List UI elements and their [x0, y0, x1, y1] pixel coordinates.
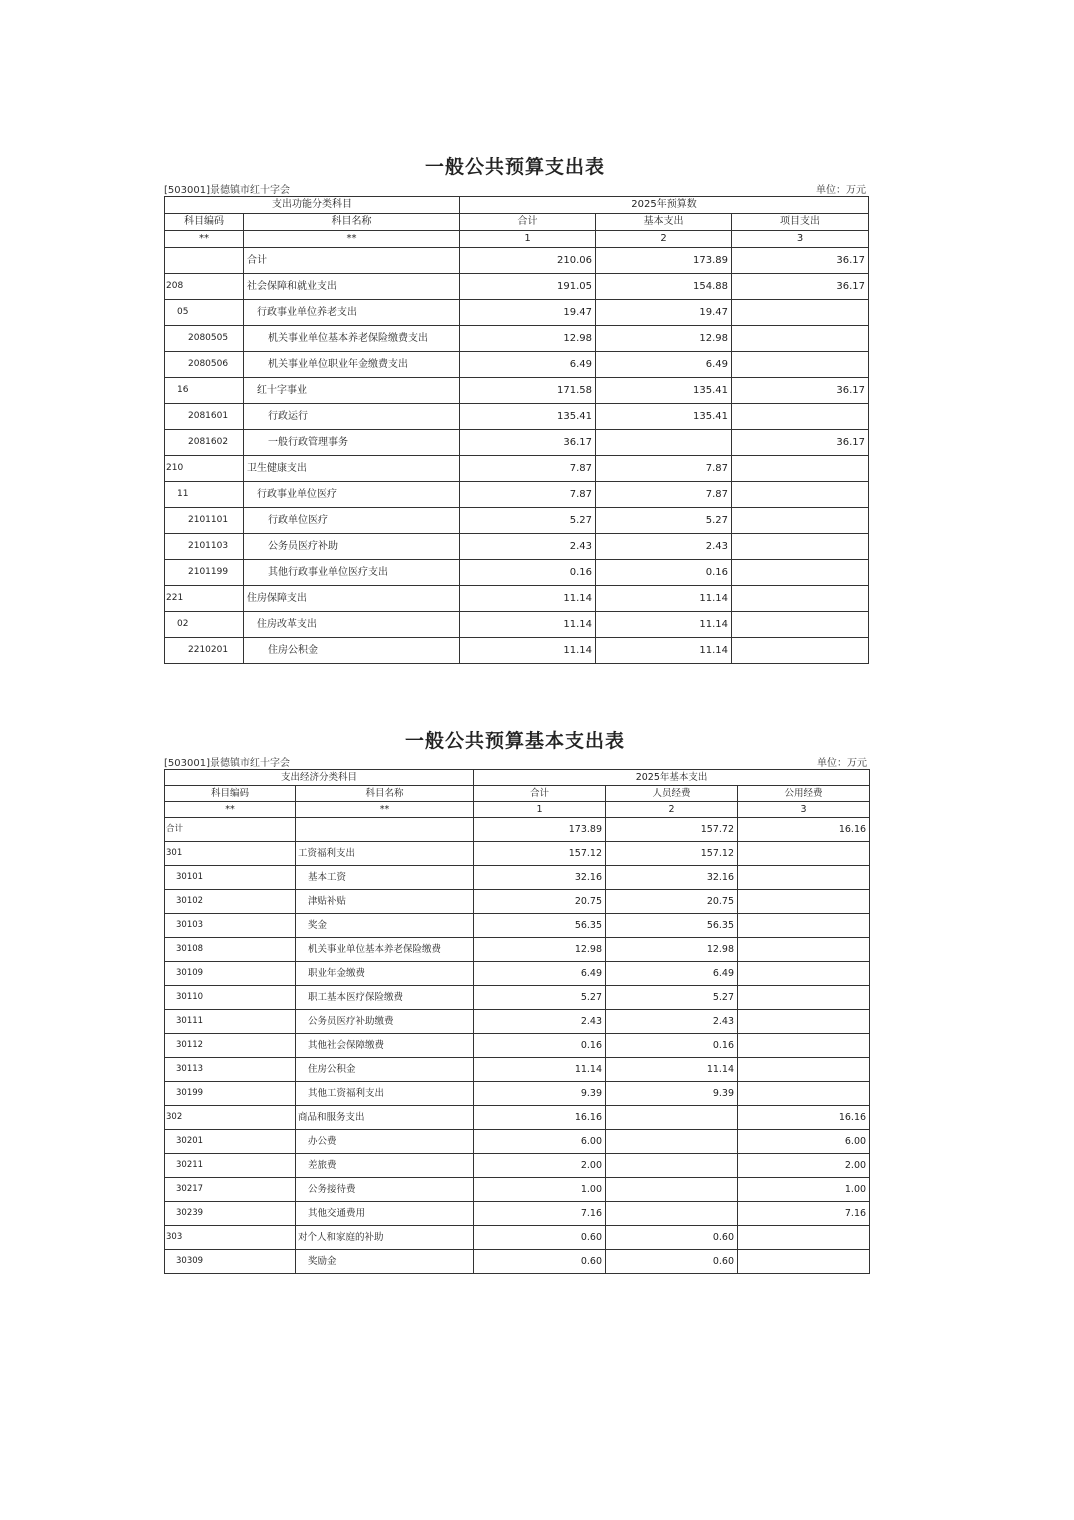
- cell-public: [738, 1034, 870, 1058]
- cell-project: [732, 404, 869, 430]
- cell-name: 红十字事业: [244, 378, 460, 404]
- cell-code: 30239: [165, 1202, 296, 1226]
- cell-personnel: 20.75: [606, 890, 738, 914]
- cell-name: 住房公积金: [296, 1058, 474, 1082]
- index-cell: 1: [474, 802, 606, 818]
- cell-code: 2101103: [165, 534, 244, 560]
- cell-project: [732, 638, 869, 664]
- cell-total: 135.41: [460, 404, 596, 430]
- cell-total: 12.98: [474, 938, 606, 962]
- cell-code: 2081601: [165, 404, 244, 430]
- cell-project: 36.17: [732, 430, 869, 456]
- cell-code: 16: [165, 378, 244, 404]
- cell-project: [732, 586, 869, 612]
- table-row: [165, 456, 869, 482]
- cell-total: 157.12: [474, 842, 606, 866]
- table-row: [165, 1106, 870, 1130]
- table-row: [165, 938, 870, 962]
- col-header-personnel: 人员经费: [606, 786, 738, 802]
- cell-project: [732, 326, 869, 352]
- cell-name: 机关事业单位基本养老保险缴费支出: [244, 326, 460, 352]
- cell-total: 32.16: [474, 866, 606, 890]
- cell-name: 办公费: [296, 1130, 474, 1154]
- cell-personnel: 2.43: [606, 1010, 738, 1034]
- index-cell: 3: [738, 802, 870, 818]
- cell-code: 30201: [165, 1130, 296, 1154]
- cell-total: 171.58: [460, 378, 596, 404]
- cell-total: 7.16: [474, 1202, 606, 1226]
- cell-basic: 12.98: [596, 326, 732, 352]
- cell-code: 2080505: [165, 326, 244, 352]
- table-row: [165, 818, 870, 842]
- table-row: [165, 986, 870, 1010]
- cell-name: 津贴补贴: [296, 890, 474, 914]
- cell-code: 05: [165, 300, 244, 326]
- table-row: [165, 1178, 870, 1202]
- table2-org: [503001]景德镇市红十字会: [164, 758, 290, 769]
- table-row: [165, 962, 870, 986]
- cell-name: 卫生健康支出: [244, 456, 460, 482]
- cell-personnel: 11.14: [606, 1058, 738, 1082]
- cell-name: 其他社会保障缴费: [296, 1034, 474, 1058]
- cell-personnel: 56.35: [606, 914, 738, 938]
- cell-total: 191.05: [460, 274, 596, 300]
- table-row: [165, 482, 869, 508]
- table2-unit: 单位：万元: [817, 758, 867, 769]
- cell-basic: 7.87: [596, 456, 732, 482]
- cell-name: 差旅费: [296, 1154, 474, 1178]
- table-row: [165, 612, 869, 638]
- group-header-right: 2025年基本支出: [474, 770, 870, 786]
- cell-name: 其他行政事业单位医疗支出: [244, 560, 460, 586]
- cell-public: 1.00: [738, 1178, 870, 1202]
- cell-personnel: 0.16: [606, 1034, 738, 1058]
- cell-total: 2.43: [460, 534, 596, 560]
- cell-project: 36.17: [732, 274, 869, 300]
- cell-public: [738, 842, 870, 866]
- table-row: [165, 1250, 870, 1274]
- cell-public: [738, 1250, 870, 1274]
- cell-name: 基本工资: [296, 866, 474, 890]
- cell-personnel: [606, 1130, 738, 1154]
- group-header-left: 支出经济分类科目: [165, 770, 474, 786]
- cell-name: 奖励金: [296, 1250, 474, 1274]
- cell-total: 2.43: [474, 1010, 606, 1034]
- cell-code: 303: [165, 1226, 296, 1250]
- cell-basic: 5.27: [596, 508, 732, 534]
- cell-total: 7.87: [460, 456, 596, 482]
- table-row: [165, 1202, 870, 1226]
- table-row: [165, 1082, 870, 1106]
- cell-name: 公务员医疗补助缴费: [296, 1010, 474, 1034]
- cell-project: 36.17: [732, 378, 869, 404]
- table-row: [165, 274, 869, 300]
- cell-name: 住房保障支出: [244, 586, 460, 612]
- cell-name: 职工基本医疗保险缴费: [296, 986, 474, 1010]
- cell-basic: 154.88: [596, 274, 732, 300]
- cell-total: 0.60: [474, 1226, 606, 1250]
- index-cell: 3: [732, 231, 869, 248]
- cell-code: 30110: [165, 986, 296, 1010]
- cell-name: 奖金: [296, 914, 474, 938]
- col-header-project: 项目支出: [732, 214, 869, 231]
- cell-name: 对个人和家庭的补助: [296, 1226, 474, 1250]
- cell-basic: 173.89: [596, 248, 732, 274]
- cell-total: 9.39: [474, 1082, 606, 1106]
- cell-total: 0.16: [460, 560, 596, 586]
- table-row: [165, 404, 869, 430]
- cell-code: 30101: [165, 866, 296, 890]
- cell-code: 11: [165, 482, 244, 508]
- cell-code: 30112: [165, 1034, 296, 1058]
- cell-project: [732, 612, 869, 638]
- cell-public: 6.00: [738, 1130, 870, 1154]
- col-header-total: 合计: [474, 786, 606, 802]
- table-row: [165, 508, 869, 534]
- cell-code: 30102: [165, 890, 296, 914]
- cell-name: 职业年金缴费: [296, 962, 474, 986]
- cell-basic: 135.41: [596, 378, 732, 404]
- col-header-basic: 基本支出: [596, 214, 732, 231]
- cell-code: 301: [165, 842, 296, 866]
- cell-public: [738, 938, 870, 962]
- cell-total: 0.60: [474, 1250, 606, 1274]
- cell-total: 11.14: [460, 612, 596, 638]
- cell-personnel: 0.60: [606, 1250, 738, 1274]
- table-row: [165, 1034, 870, 1058]
- cell-total: 6.00: [474, 1130, 606, 1154]
- cell-project: [732, 352, 869, 378]
- cell-personnel: [606, 1202, 738, 1226]
- cell-basic: 11.14: [596, 612, 732, 638]
- cell-personnel: 9.39: [606, 1082, 738, 1106]
- table-row: [165, 842, 870, 866]
- cell-code: 2101199: [165, 560, 244, 586]
- cell-name: 行政事业单位养老支出: [244, 300, 460, 326]
- cell-public: 2.00: [738, 1154, 870, 1178]
- cell-name: 住房改革支出: [244, 612, 460, 638]
- group-header-left: 支出功能分类科目: [165, 197, 460, 214]
- cell-public: 7.16: [738, 1202, 870, 1226]
- cell-name: [296, 818, 474, 842]
- index-cell: **: [165, 802, 296, 818]
- index-cell: 2: [596, 231, 732, 248]
- cell-personnel: 12.98: [606, 938, 738, 962]
- table1-title: 一般公共预算支出表: [424, 156, 605, 178]
- cell-project: [732, 482, 869, 508]
- cell-total: 6.49: [460, 352, 596, 378]
- cell-name: 机关事业单位基本养老保险缴费: [296, 938, 474, 962]
- cell-code: 合计: [165, 818, 296, 842]
- cell-personnel: 32.16: [606, 866, 738, 890]
- cell-total: 1.00: [474, 1178, 606, 1202]
- cell-basic: 135.41: [596, 404, 732, 430]
- cell-project: [732, 508, 869, 534]
- cell-total: 19.47: [460, 300, 596, 326]
- cell-basic: 11.14: [596, 586, 732, 612]
- index-cell: 2: [606, 802, 738, 818]
- cell-name: 商品和服务支出: [296, 1106, 474, 1130]
- cell-basic: 6.49: [596, 352, 732, 378]
- table-row: [165, 1010, 870, 1034]
- table2-body: [165, 818, 870, 1274]
- index-cell: **: [296, 802, 474, 818]
- table-row: [165, 378, 869, 404]
- cell-total: 210.06: [460, 248, 596, 274]
- cell-name: 住房公积金: [244, 638, 460, 664]
- cell-personnel: 157.72: [606, 818, 738, 842]
- cell-code: 221: [165, 586, 244, 612]
- cell-name: 社会保障和就业支出: [244, 274, 460, 300]
- cell-name: 行政运行: [244, 404, 460, 430]
- cell-basic: 11.14: [596, 638, 732, 664]
- cell-total: 173.89: [474, 818, 606, 842]
- cell-public: 16.16: [738, 818, 870, 842]
- table-row: [165, 352, 869, 378]
- cell-code: 2081602: [165, 430, 244, 456]
- table2-title: 一般公共预算基本支出表: [404, 730, 625, 752]
- cell-code: 30309: [165, 1250, 296, 1274]
- table1-unit: 单位：万元: [816, 185, 866, 196]
- table-row: [165, 430, 869, 456]
- cell-project: [732, 300, 869, 326]
- cell-public: 16.16: [738, 1106, 870, 1130]
- cell-project: [732, 534, 869, 560]
- index-cell: 1: [460, 231, 596, 248]
- cell-personnel: 0.60: [606, 1226, 738, 1250]
- cell-project: [732, 456, 869, 482]
- cell-code: [165, 248, 244, 274]
- cell-personnel: 157.12: [606, 842, 738, 866]
- cell-name: 公务员医疗补助: [244, 534, 460, 560]
- col-header-public: 公用经费: [738, 786, 870, 802]
- table-row: [165, 300, 869, 326]
- cell-code: 30113: [165, 1058, 296, 1082]
- cell-public: [738, 962, 870, 986]
- cell-code: 30103: [165, 914, 296, 938]
- general-budget-basic-expenditure-table: [164, 769, 870, 1274]
- index-cell: **: [244, 231, 460, 248]
- cell-name: 合计: [244, 248, 460, 274]
- cell-total: 7.87: [460, 482, 596, 508]
- cell-total: 5.27: [460, 508, 596, 534]
- cell-total: 20.75: [474, 890, 606, 914]
- cell-personnel: 6.49: [606, 962, 738, 986]
- table-row: [165, 1058, 870, 1082]
- table1-body: [165, 248, 869, 664]
- cell-total: 5.27: [474, 986, 606, 1010]
- cell-code: 2101101: [165, 508, 244, 534]
- cell-total: 11.14: [460, 586, 596, 612]
- table-row: [165, 560, 869, 586]
- cell-name: 一般行政管理事务: [244, 430, 460, 456]
- cell-total: 16.16: [474, 1106, 606, 1130]
- cell-name: 行政单位医疗: [244, 508, 460, 534]
- col-header-name: 科目名称: [244, 214, 460, 231]
- cell-basic: [596, 430, 732, 456]
- table-row: [165, 1226, 870, 1250]
- col-header-total: 合计: [460, 214, 596, 231]
- table-row: [165, 638, 869, 664]
- general-budget-expenditure-table: [164, 196, 869, 664]
- cell-code: 30217: [165, 1178, 296, 1202]
- cell-personnel: [606, 1154, 738, 1178]
- cell-public: [738, 1082, 870, 1106]
- table-row: [165, 326, 869, 352]
- cell-total: 36.17: [460, 430, 596, 456]
- cell-name: 其他交通费用: [296, 1202, 474, 1226]
- cell-basic: 7.87: [596, 482, 732, 508]
- cell-code: 2080506: [165, 352, 244, 378]
- cell-total: 11.14: [460, 638, 596, 664]
- cell-total: 2.00: [474, 1154, 606, 1178]
- cell-total: 11.14: [474, 1058, 606, 1082]
- table-row: [165, 890, 870, 914]
- table-row: [165, 1130, 870, 1154]
- cell-project: 36.17: [732, 248, 869, 274]
- cell-code: 30108: [165, 938, 296, 962]
- cell-project: [732, 560, 869, 586]
- cell-public: [738, 1058, 870, 1082]
- cell-public: [738, 1010, 870, 1034]
- cell-code: 302: [165, 1106, 296, 1130]
- cell-total: 12.98: [460, 326, 596, 352]
- col-header-code: 科目编码: [165, 786, 296, 802]
- cell-total: 56.35: [474, 914, 606, 938]
- index-cell: **: [165, 231, 244, 248]
- table-row: [165, 248, 869, 274]
- table-row: [165, 1154, 870, 1178]
- group-header-right: 2025年预算数: [460, 197, 869, 214]
- col-header-name: 科目名称: [296, 786, 474, 802]
- cell-public: [738, 914, 870, 938]
- cell-name: 公务接待费: [296, 1178, 474, 1202]
- cell-name: 其他工资福利支出: [296, 1082, 474, 1106]
- cell-total: 6.49: [474, 962, 606, 986]
- table-row: [165, 534, 869, 560]
- cell-public: [738, 986, 870, 1010]
- cell-code: 208: [165, 274, 244, 300]
- cell-public: [738, 1226, 870, 1250]
- cell-code: 210: [165, 456, 244, 482]
- cell-code: 02: [165, 612, 244, 638]
- cell-name: 机关事业单位职业年金缴费支出: [244, 352, 460, 378]
- cell-personnel: [606, 1106, 738, 1130]
- cell-basic: 19.47: [596, 300, 732, 326]
- table-row: [165, 866, 870, 890]
- table-row: [165, 914, 870, 938]
- col-header-code: 科目编码: [165, 214, 244, 231]
- cell-code: 2210201: [165, 638, 244, 664]
- cell-code: 30211: [165, 1154, 296, 1178]
- table-row: [165, 586, 869, 612]
- cell-name: 工资福利支出: [296, 842, 474, 866]
- cell-code: 30109: [165, 962, 296, 986]
- table1-org: [503001]景德镇市红十字会: [164, 185, 290, 196]
- cell-public: [738, 890, 870, 914]
- cell-personnel: 5.27: [606, 986, 738, 1010]
- cell-code: 30111: [165, 1010, 296, 1034]
- cell-total: 0.16: [474, 1034, 606, 1058]
- cell-basic: 2.43: [596, 534, 732, 560]
- cell-name: 行政事业单位医疗: [244, 482, 460, 508]
- cell-personnel: [606, 1178, 738, 1202]
- cell-public: [738, 866, 870, 890]
- cell-code: 30199: [165, 1082, 296, 1106]
- cell-basic: 0.16: [596, 560, 732, 586]
